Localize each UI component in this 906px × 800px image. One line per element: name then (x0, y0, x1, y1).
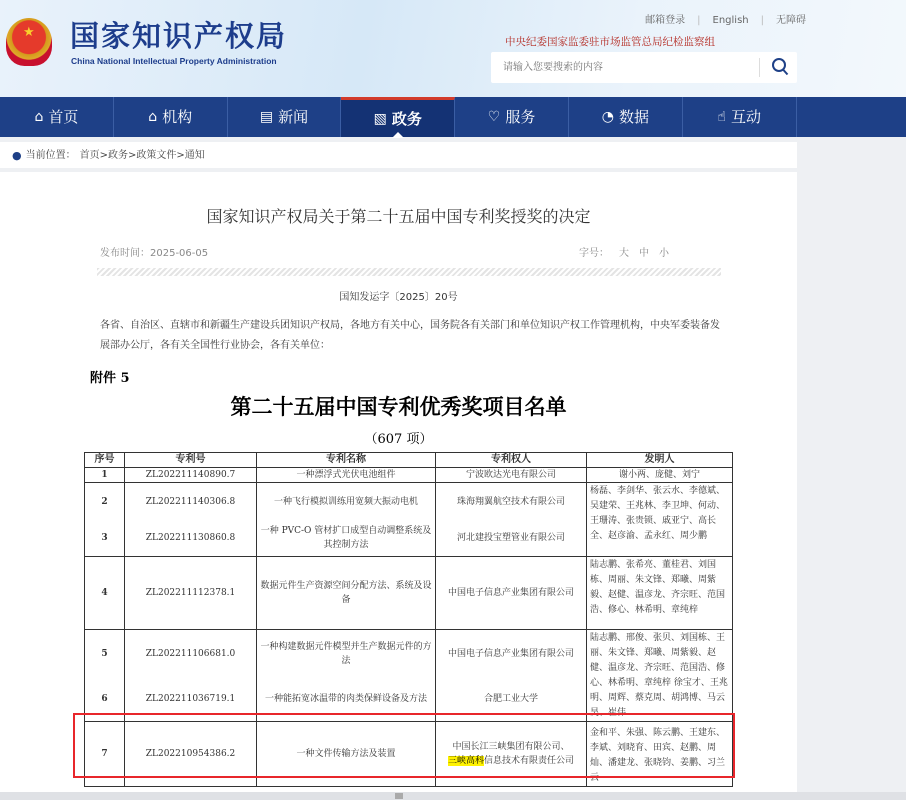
cell-inventors: 谢小两、庞健、刘宁 (587, 468, 733, 483)
institution-icon: ⌂ (148, 109, 158, 125)
service-icon: ♡ (487, 109, 501, 125)
search-icon[interactable] (771, 57, 789, 77)
font-size-medium[interactable]: 中 (639, 248, 649, 259)
top-links: 邮箱登录 | English | 无障碍 (645, 15, 806, 26)
logo-subtitle: China National Intellectual Property Administration (71, 56, 277, 66)
cell-inventors: 陆志鹏、张希亮、董桂君、刘国栋、周丽、朱文锋、郑曦、周紫毅、赵健、温彦龙、齐宗旺、范国浩、修心、林希明、章纯梓 (587, 557, 733, 630)
cell-inventors: 杨磊、李剑华、张云水、李德斌、吴建荣、王兆林、李卫坤、何动、王珊涛、张贵锁、戚亚宁、高长全、赵彦渝、孟永红、周少鹏 (587, 483, 733, 557)
nav-label: 数据 (618, 108, 649, 126)
addressee-text: 各省、自治区、直辖市和新疆生产建设兵团知识产权局，各地方有关中心，国务院各有关部门和单位知识产权工作管理机构，中央军委装备发展部办公厅，各有关全国性行业协会，各有关单位： (100, 320, 720, 351)
cell-patent-name: 一种漂浮式光伏电池组件 (257, 468, 436, 483)
nav-label: 服务 (505, 108, 536, 126)
nav-item-3[interactable] (341, 97, 455, 137)
header-patent-no: 专利号 (125, 453, 257, 468)
breadcrumb-prefix: 当前位置： (25, 149, 76, 161)
header-patent-name: 专利名称 (257, 453, 436, 468)
nav-item-4[interactable] (455, 97, 569, 137)
main-nav (0, 97, 906, 137)
nav-item-5[interactable] (569, 97, 683, 137)
header-inventors: 发明人 (587, 453, 733, 468)
header-owner: 专利权人 (436, 453, 587, 468)
cell-owner: 中国电子信息产业集团有限公司 (436, 557, 587, 630)
attachment-label: 附件 5 (90, 371, 130, 386)
accessibility-link[interactable]: 无障碍 (776, 15, 806, 26)
cell-seq: 1 (85, 468, 125, 483)
breadcrumb (0, 142, 797, 168)
cell-owner: 合肥工业大学 (436, 678, 587, 722)
divider (759, 58, 760, 77)
nav-item-1[interactable] (114, 97, 228, 137)
item-count: （607 项） (364, 432, 433, 447)
document-number: 国知发运字〔2025〕20号 (339, 292, 458, 303)
cell-patent-name: 一种文件传输方法及装置 (257, 722, 436, 787)
cell-patent-no: ZL202211036719.1 (125, 678, 257, 722)
owner-line-1: 中国长江三峡集团有限公司、 (452, 742, 570, 752)
cell-inventors: 陆志鹏、邢俊、张贝、刘国栋、王丽、朱文锋、郑曦、周紫毅、赵健、温彦龙、齐宗旺、范国浩、修心、林希明、章纯梓 徐宝才、王兆明、周辉、蔡克周、胡鸿博、马云昊、崔伟 (587, 630, 733, 722)
cell-patent-name: 一种构建数据元件模型并生产数据元件的方法 (257, 630, 436, 678)
owner-line-2: 信息技术有限责任公司 (484, 756, 575, 766)
table-row (85, 630, 733, 678)
font-size-label: 字号： (579, 248, 609, 259)
cell-patent-no: ZL202211140306.8 (125, 483, 257, 521)
font-size-large[interactable]: 大 (619, 248, 629, 259)
chart-icon: ◔ (601, 109, 614, 125)
cell-patent-no: ZL202211112378.1 (125, 557, 257, 630)
search-box (491, 52, 797, 83)
location-pin-icon: ● (12, 148, 22, 162)
nav-item-2[interactable] (228, 97, 342, 137)
table-row (85, 468, 733, 483)
scrollbar-thumb[interactable] (395, 793, 403, 799)
annotation-highlight-box (73, 713, 735, 778)
cell-owner: 河北建投宝塑管业有限公司 (436, 521, 587, 557)
font-size-small[interactable]: 小 (659, 248, 669, 259)
nav-item-0[interactable] (0, 97, 114, 137)
cell-seq: 7 (85, 722, 125, 787)
hand-icon: ☝ (717, 109, 726, 125)
publish-date: 发布时间：2025-06-05 (100, 248, 209, 259)
cell-patent-name: 一种 PVC-O 管材扩口成型自动调整系统及其控制方法 (257, 521, 436, 557)
breadcrumb-path[interactable]: 首页>政务>政策文件>通知 (79, 149, 205, 161)
cell-seq: 2 (85, 483, 125, 521)
supervision-link[interactable]: 中央纪委国家监委驻市场监管总局纪检监察组 (505, 36, 715, 48)
font-size-selector (579, 247, 669, 260)
cell-seq: 3 (85, 521, 125, 557)
header-seq: 序号 (85, 453, 125, 468)
cell-patent-name: 数据元件生产资源空间分配方法、系统及设备 (257, 557, 436, 630)
nav-label: 首页 (48, 108, 79, 126)
cell-patent-no: ZL202211106681.0 (125, 630, 257, 678)
horizontal-scrollbar[interactable] (0, 792, 906, 800)
site-header (0, 0, 906, 97)
nav-item-6[interactable] (683, 97, 797, 137)
nav-label: 机构 (162, 108, 193, 126)
cell-owner: 珠海翔翼航空技术有限公司 (436, 483, 587, 521)
logo-title[interactable]: 国家知识产权局 (70, 19, 288, 53)
cell-seq: 6 (85, 678, 125, 722)
divider (97, 268, 721, 276)
article-content (0, 172, 797, 792)
news-icon: ▤ (259, 109, 274, 125)
cell-patent-no: ZL202211130860.8 (125, 521, 257, 557)
home-icon: ⌂ (34, 109, 44, 125)
cell-seq: 5 (85, 630, 125, 678)
cell-inventors: 金和平、朱强、陈云鹏、王建东、李斌、刘晓育、田宾、赵鹏、周灿、潘建龙、张晓钧、姜鹏、习兰云 (587, 722, 733, 787)
cell-owner: 宁波欧达光电有限公司 (436, 468, 587, 483)
table-row (85, 483, 733, 521)
national-emblem-logo: ★ (6, 18, 52, 66)
search-input[interactable] (503, 60, 743, 75)
nav-label: 互动 (730, 108, 761, 126)
nav-label: 政务 (391, 109, 422, 128)
table-header (85, 453, 733, 468)
nav-label: 新闻 (278, 108, 309, 126)
cell-patent-name: 一种飞行模拟训练用宽频大振动电机 (257, 483, 436, 521)
email-login-link[interactable]: 邮箱登录 (645, 15, 686, 26)
cell-patent-no: ZL202210954386.2 (125, 722, 257, 787)
list-title: 第二十五届中国专利优秀奖项目名单 (230, 394, 567, 419)
cell-seq: 4 (85, 557, 125, 630)
cell-owner: 中国电子信息产业集团有限公司 (436, 630, 587, 678)
highlighted-text: 三峡高科 (447, 756, 484, 766)
table-row (85, 557, 733, 630)
cell-patent-no: ZL202211140890.7 (125, 468, 257, 483)
cell-patent-name: 一种能拓宽冰温带的肉类保鲜设备及方法 (257, 678, 436, 722)
document-icon: ▧ (373, 110, 387, 127)
page-title: 国家知识产权局关于第二十五届中国专利奖授奖的决定 (206, 207, 591, 226)
english-link[interactable]: English (712, 15, 749, 26)
